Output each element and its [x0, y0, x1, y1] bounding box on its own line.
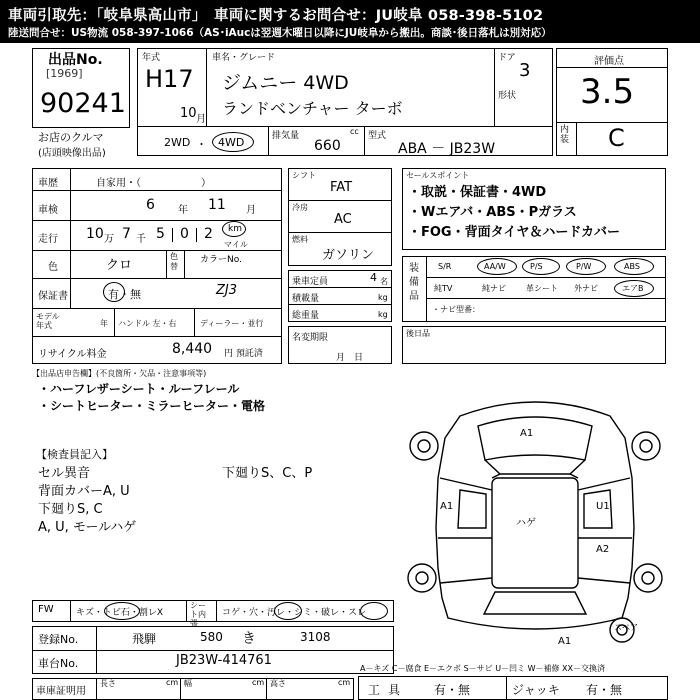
pickup-contact: 車両引取先：「岐阜県高山市」 車両に関するお問合せ：JU岐阜 058-398-5102	[8, 8, 544, 24]
inspection-month: 11	[208, 197, 226, 213]
tools-value: 有・無	[434, 683, 471, 697]
damage-hage: ハゲ	[516, 518, 536, 529]
displacement-value: 660	[314, 138, 341, 154]
inspector-title: 【検査員記入】	[36, 448, 113, 461]
ac-value: AC	[334, 212, 352, 227]
fuel-value: ガソリン	[322, 248, 375, 263]
sales-point-2: ・Wエアバ・ABS・Pガラス	[408, 205, 577, 220]
inspector-note-4: A, U, モールハゲ	[38, 520, 137, 535]
damage-u1: U1	[596, 501, 610, 512]
inspector-note-2: 背面カバーA, U	[38, 484, 130, 499]
score-value: 3.5	[580, 72, 635, 112]
km-unit: km	[228, 224, 242, 234]
seat-items: コゲ・穴・汚レ・シミ・破レ・スレ	[222, 608, 367, 618]
registration-number: 3108	[300, 630, 331, 644]
drive-4wd: 4WD	[218, 136, 245, 149]
circle-mark	[212, 132, 254, 152]
lot-number: 90241	[40, 88, 126, 119]
drive-2wd: 2WD	[164, 136, 191, 149]
recycle-amount: 8,440	[172, 341, 213, 357]
history-value: 自家用・（ ）	[96, 178, 211, 189]
later-items-box	[402, 326, 666, 364]
interior-score: C	[608, 124, 625, 152]
model-code: ABA － JB23W	[398, 141, 496, 157]
year-label: 年式	[142, 53, 161, 63]
registration-area: 飛騨	[132, 632, 157, 646]
month-value: 10	[180, 106, 197, 121]
vehicle-name: ジムニー 4WD	[222, 72, 349, 94]
mileage-man: 10	[86, 226, 104, 242]
transport-contact: 陸送問合せ：US物流 058-397-1066（AS･iAucは翌週木曜日以降にJU岐阜から搬出。商談･後日落札は別対応）	[8, 27, 552, 39]
damage-a1-bottom: A1	[558, 636, 572, 647]
sales-point-1: ・取説・保証書・4WD	[408, 185, 547, 200]
shop-label: お店のクルマ	[38, 131, 104, 144]
door-value: 3	[519, 60, 531, 81]
damage-a1-top: A1	[520, 428, 534, 439]
damage-a1-left: A1	[440, 501, 454, 512]
chassis-number: JB23W-414761	[176, 653, 272, 668]
inspection-year: 6	[146, 197, 155, 213]
jack-value: 有・無	[586, 683, 623, 697]
inspector-note-1: セル異音	[38, 466, 91, 481]
registration-kana: き	[242, 631, 256, 647]
damage-legend: A－キズ C－腐食 E－エクボ S－サビ U－凹ミ W－補修 XX－交換済	[360, 664, 606, 673]
color-value: クロ	[106, 258, 133, 273]
sales-point-3: ・FOG・背面タイヤ＆ハードカバー	[408, 225, 620, 240]
spare-label: スペア	[614, 623, 638, 632]
mileage-sen: 7	[122, 226, 131, 242]
warranty-value: 有・無	[108, 288, 141, 301]
lot-label: 出品No.	[48, 52, 103, 68]
shop-sub-label: (店頭映像出品)	[38, 148, 106, 159]
notes-line-1: ・ハーフレザーシート・ルーフレール	[38, 382, 240, 396]
lot-code: [1969]	[46, 67, 83, 80]
inspector-note-3: 下廻りS, C	[38, 502, 103, 517]
damage-a2: A2	[596, 544, 610, 555]
header-bar	[0, 0, 700, 43]
vehicle-grade: ランドベンチャー ターボ	[222, 99, 403, 118]
notes-title: 【出品店申告欄】(不良箇所・欠品・注意事項等)	[32, 369, 207, 378]
name-label: 車名・グレード	[212, 53, 276, 63]
shift-value: FAT	[330, 180, 353, 195]
inspector-note-right: 下廻りS、C、P	[222, 466, 313, 481]
warranty-signature: ZJ3	[216, 283, 238, 298]
registration-class: 580	[200, 630, 223, 644]
notes-line-2: ・シートヒーター・ミラーヒーター・電格	[38, 399, 266, 413]
capacity-value: 4	[370, 271, 377, 284]
fw-items: キズ・トビ石・割レX	[76, 608, 163, 618]
year-value: H17	[145, 65, 194, 93]
